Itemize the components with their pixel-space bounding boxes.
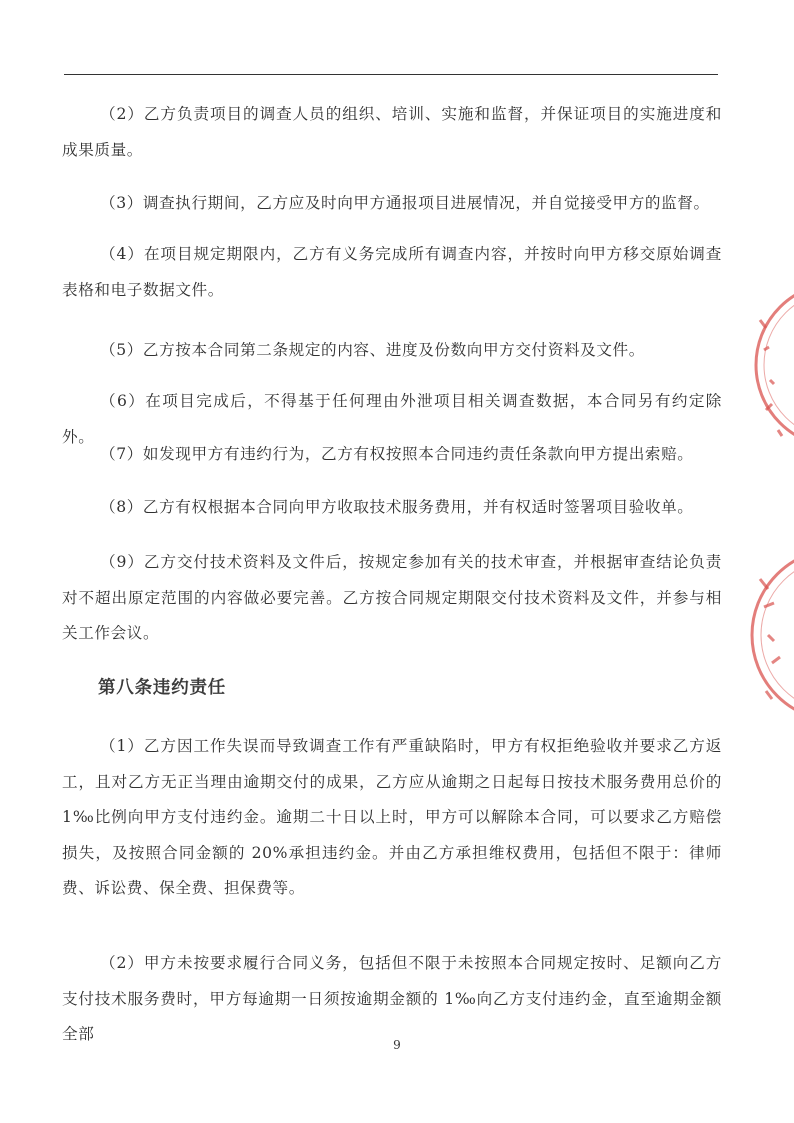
clause-7-7: （7）如发现甲方有违约行为，乙方有权按照本合同违约责任条款向甲方提出索赔。: [100, 445, 694, 463]
clause-7-6: （6）在项目完成后，不得基于任何理由外泄项目相关调查数据，本合同另有约定除外。: [62, 392, 722, 446]
clause-7-4: （4）在项目规定期限内，乙方有义务完成所有调查内容，并按时向甲方移交原始调查表格和电子数据文件。: [62, 245, 722, 299]
clause-7-2: （2）乙方负责项目的调查人员的组织、培训、实施和监督，并保证项目的实施进度和成果质量。: [62, 105, 722, 159]
clause-8-2: （2）甲方未按要求履行合同义务，包括但不限于未按照本合同规定按时、足额向乙方支付技术服务费时，甲方每逾期一日须按逾期金额的 1‰向乙方支付违约金，直至逾期金额全部: [62, 954, 722, 1043]
page-number: 9: [393, 1038, 401, 1052]
section-heading: 第八条违约责任: [98, 678, 227, 698]
clause-7-9: （9）乙方交付技术资料及文件后，按规定参加有关的技术审查，并根据审查结论负责对不超出原定范围的内容做必要完善。乙方按合同规定期限交付技术资料及文件，并参与相关工作会议。: [62, 553, 722, 642]
clause-8-1: （1）乙方因工作失误而导致调查工作有严重缺陷时，甲方有权拒绝验收并要求乙方返工，且对乙方无正当理由逾期交付的成果，乙方应从逾期之日起每日按技术服务费用总价的 1‰比例向甲方支付违约金。逾期二十日以上时，甲方可以解除本合同，可以要求乙方赔偿损失，及按照合同金额的 20%承担违约金。并由乙方承担维权费用，包括但不限于：律师费、诉讼费、保全费、担保费等。: [62, 737, 722, 897]
clause-7-8: （8）乙方有权根据本合同向甲方收取技术服务费用，并有权适时签署项目验收单。: [100, 498, 694, 516]
seal-stamp-upper: [746, 280, 794, 450]
header-rule: [64, 74, 718, 75]
clause-7-3: （3）调查执行期间，乙方应及时向甲方通报项目进展情况，并自觉接受甲方的监督。: [100, 194, 710, 212]
seal-stamp-lower: [742, 545, 794, 725]
clause-7-5: （5）乙方按本合同第二条规定的内容、进度及份数向甲方交付资料及文件。: [100, 341, 645, 359]
